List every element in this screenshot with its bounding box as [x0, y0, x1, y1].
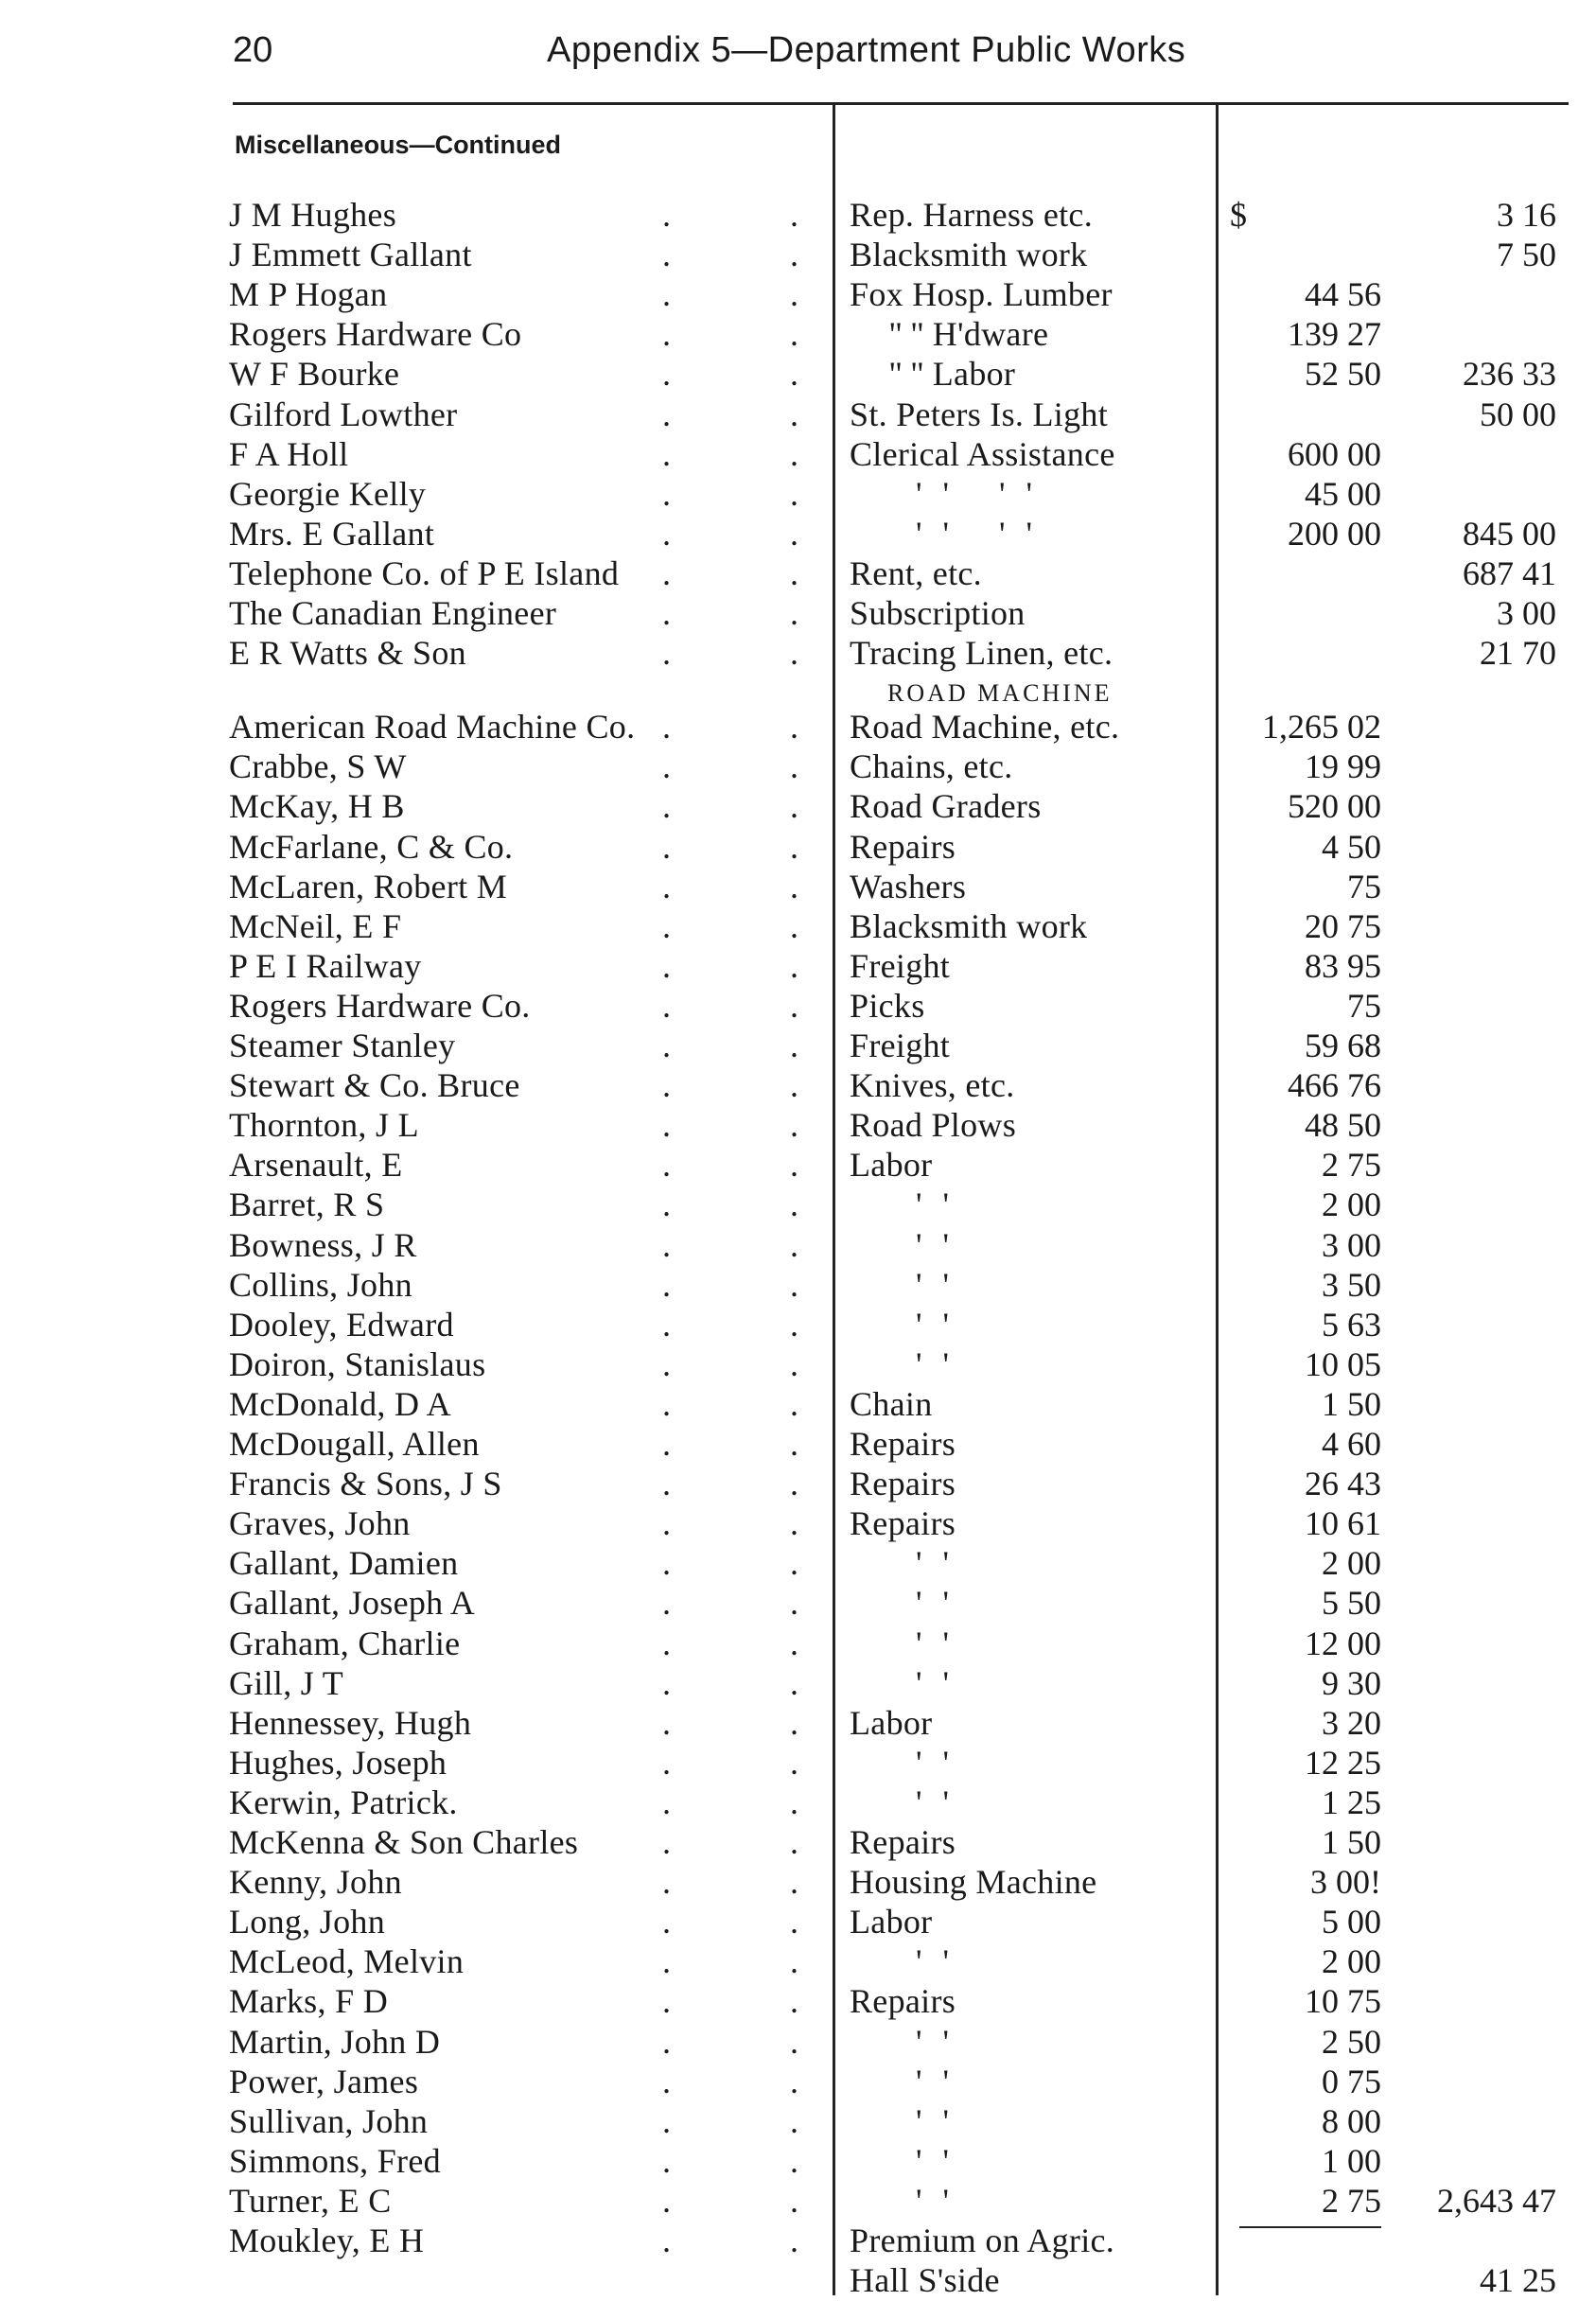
ledger-row: Telephone Co. of P E Island . . Rent, etc. 687 41 — [229, 554, 1556, 592]
amount-itemized: 1 50 — [1322, 1385, 1381, 1423]
amount-itemized: 26 43 — [1305, 1465, 1381, 1502]
ledger-row: Kerwin, Patrick. . . '' 1 25 — [229, 1783, 1381, 1821]
road-machine-heading: ROAD MACHINE — [887, 679, 1113, 707]
expense-item: Labor — [850, 1146, 933, 1184]
expense-item: Road Machine, etc. — [850, 708, 1120, 746]
expense-item: Repairs — [850, 1823, 956, 1861]
ledger-row: Gilford Lowther . . St. Peters Is. Light 50 00 — [229, 395, 1556, 433]
amount-total: 3 00 — [1497, 594, 1556, 632]
amount-itemized: 520 00 — [1288, 787, 1381, 825]
expense-item: Washers — [850, 868, 967, 905]
amount-total: 41 25 — [1480, 2261, 1556, 2299]
ledger-row: Graham, Charlie . . '' 12 00 — [229, 1625, 1381, 1662]
ledger-row: Bowness, J R . . '' 3 00 — [229, 1226, 1381, 1264]
payee-name: Mrs. E Gallant — [229, 515, 435, 553]
expense-item: Road Plows — [850, 1106, 1017, 1144]
ledger-row: Collins, John . . '' 3 50 — [229, 1266, 1381, 1304]
ledger-row: McDonald, D A . . Chain 1 50 — [229, 1385, 1381, 1423]
amount-itemized: 8 00 — [1322, 2102, 1381, 2140]
amount-total: 236 33 — [1463, 355, 1556, 393]
payee-name: Rogers Hardware Co — [229, 315, 522, 353]
expense-item: '' '' — [916, 475, 1053, 513]
amount-itemized: 20 75 — [1305, 907, 1381, 945]
expense-item: '' — [916, 2102, 970, 2140]
payee-name: Rogers Hardware Co. — [229, 987, 531, 1025]
expense-item: '' — [916, 1186, 970, 1223]
payee-name: McFarlane, C & Co. — [229, 828, 514, 866]
payee-name: Telephone Co. of P E Island — [229, 554, 620, 592]
expense-item: '' — [916, 1744, 970, 1782]
expense-item: Hall S'side — [850, 2261, 1000, 2299]
payee-name: Sullivan, John — [229, 2102, 429, 2140]
amount-total: 845 00 — [1463, 515, 1556, 553]
amount-itemized: 1 00 — [1322, 2142, 1381, 2180]
ledger-row: Power, James . . '' 0 75 — [229, 2063, 1381, 2100]
payee-name: Graves, John — [229, 1504, 411, 1542]
amount-itemized: 3 00 — [1322, 1226, 1381, 1264]
ledger-row: Arsenault, E . . Labor 2 75 — [229, 1146, 1381, 1184]
ledger-row: Rogers Hardware Co. . . Picks 75 — [229, 987, 1381, 1025]
ledger-row: Graves, John . . Repairs 10 61 — [229, 1504, 1381, 1542]
running-head: Appendix 5—Department Public Works — [547, 30, 1186, 70]
amount-itemized: 600 00 — [1288, 435, 1381, 473]
expense-item: Chains, etc. — [850, 747, 1013, 785]
payee-name: Steamer Stanley — [229, 1027, 456, 1064]
section-title: Miscellaneous—Continued — [235, 131, 562, 159]
payee-name: McKay, H B — [229, 787, 405, 825]
payee-name: Stewart & Co. Bruce — [229, 1066, 520, 1104]
expense-item: '' — [916, 2063, 970, 2100]
expense-item: '' — [916, 1625, 970, 1662]
payee-name: Gallant, Damien — [229, 1544, 459, 1582]
expense-item: Knives, etc. — [850, 1066, 1015, 1104]
amount-itemized: 3 00! — [1310, 1863, 1381, 1901]
ledger-row: McFarlane, C & Co. . . Repairs 4 50 — [229, 828, 1381, 866]
amount-itemized: 2 00 — [1322, 1544, 1381, 1582]
amount-itemized: 44 56 — [1305, 275, 1381, 313]
ledger-row: J Emmett Gallant . . Blacksmith work 7 50 — [229, 236, 1556, 273]
payee-name: McLaren, Robert M — [229, 868, 508, 905]
ledger-row: Doiron, Stanislaus . . '' 10 05 — [229, 1345, 1381, 1383]
payee-name: Hughes, Joseph — [229, 1744, 447, 1782]
expense-item: '' — [916, 1544, 970, 1582]
amount-itemized: 5 50 — [1322, 1584, 1381, 1622]
amount-itemized: 1,265 02 — [1262, 708, 1381, 746]
ledger-row: Kenny, John . . Housing Machine 3 00! — [229, 1863, 1381, 1901]
payee-name: F A Holl — [229, 435, 349, 473]
ledger-row: Stewart & Co. Bruce . . Knives, etc. 466 76 — [229, 1066, 1381, 1104]
expense-item: Repairs — [850, 828, 956, 866]
payee-name: Turner, E C — [229, 2182, 392, 2220]
payee-name: Marks, F D — [229, 1982, 389, 2020]
amount-itemized: 3 20 — [1322, 1704, 1381, 1742]
amount-itemized: 59 68 — [1305, 1027, 1381, 1064]
amount-itemized: 12 00 — [1305, 1625, 1381, 1662]
amount-itemized: 83 95 — [1305, 947, 1381, 985]
ledger-row: F A Holl . . Clerical Assistance 600 00 — [229, 435, 1381, 473]
ledger-row: Gill, J T . . '' 9 30 — [229, 1664, 1381, 1702]
ledger-row: J M Hughes . . Rep. Harness etc. $ 3 16 — [229, 196, 1556, 234]
ledger-row: Turner, E C . . '' 2 75 2,643 47 — [229, 2182, 1556, 2220]
ledger-row: McDougall, Allen . . Repairs 4 60 — [229, 1425, 1381, 1463]
ledger-row: Martin, John D . . '' 2 50 — [229, 2023, 1381, 2061]
payee-name: E R Watts & Son — [229, 634, 466, 672]
amount-total: 687 41 — [1463, 554, 1556, 592]
expense-item: Tracing Linen, etc. — [850, 634, 1114, 672]
payee-name: Hennessey, Hugh — [229, 1704, 472, 1742]
payee-name: Francis & Sons, J S — [229, 1465, 502, 1502]
payee-name: McKenna & Son Charles — [229, 1823, 579, 1861]
amount-itemized: 1 50 — [1322, 1823, 1381, 1861]
amount-itemized: 10 61 — [1305, 1504, 1381, 1542]
page-number: 20 — [233, 30, 273, 70]
amount-itemized: 2 50 — [1322, 2023, 1381, 2061]
ledger-row: Dooley, Edward . . '' 5 63 — [229, 1306, 1381, 1344]
expense-item: Labor — [850, 1704, 933, 1742]
ledger-row: Sullivan, John . . '' 8 00 — [229, 2102, 1381, 2140]
expense-item: '' — [916, 1266, 970, 1304]
payee-name: American Road Machine Co. — [229, 708, 636, 746]
payee-name: Graham, Charlie — [229, 1625, 461, 1662]
amount-itemized: 10 75 — [1305, 1982, 1381, 2020]
amount-itemized: 466 76 — [1288, 1066, 1381, 1104]
payee-name: Long, John — [229, 1903, 385, 1941]
ledger-row: Gallant, Damien . . '' 2 00 — [229, 1544, 1381, 1582]
payee-name: Simmons, Fred — [229, 2142, 441, 2180]
expense-item: '' — [916, 1942, 970, 1980]
amount-itemized: 2 75 — [1322, 1146, 1381, 1184]
expense-item: Repairs — [850, 1465, 956, 1502]
ledger-row: McKay, H B . . Road Graders 520 00 — [229, 787, 1381, 825]
ledger-row: Moukley, E H . . Premium on Agric. — [229, 2222, 1115, 2259]
amount-itemized: 75 — [1347, 987, 1381, 1025]
expense-item: Premium on Agric. — [850, 2222, 1115, 2259]
expense-item: Picks — [850, 987, 925, 1025]
expense-item: '' '' Labor — [889, 355, 1016, 393]
expense-item: Repairs — [850, 1425, 956, 1463]
amount-itemized: 5 00 — [1322, 1903, 1381, 1941]
payee-name: Georgie Kelly — [229, 475, 427, 513]
expense-item: Repairs — [850, 1504, 956, 1542]
ledger-row: American Road Machine Co. . . Road Machine, etc. 1,265 02 — [229, 708, 1381, 746]
expense-item: '' — [916, 1306, 970, 1344]
amount-itemized: 4 60 — [1322, 1425, 1381, 1463]
payee-name: Gilford Lowther — [229, 395, 458, 433]
payee-name: McDonald, D A — [229, 1385, 451, 1423]
ledger-row: Crabbe, S W . . Chains, etc. 19 99 — [229, 747, 1381, 785]
expense-item: '' — [916, 2182, 970, 2220]
payee-name: Kenny, John — [229, 1863, 402, 1901]
ledger-row: E R Watts & Son . . Tracing Linen, etc. 21 70 — [229, 634, 1556, 672]
payee-name: Barret, R S — [229, 1186, 385, 1223]
expense-item: Blacksmith work — [850, 236, 1088, 273]
payee-name: McNeil, E F — [229, 907, 402, 945]
payee-name: Crabbe, S W — [229, 747, 407, 785]
ledger-row: Mrs. E Gallant . . '' '' 200 00 845 00 — [229, 515, 1556, 553]
payee-name: Doiron, Stanislaus — [229, 1345, 486, 1383]
amount-total: 7 50 — [1497, 236, 1556, 273]
payee-name: McLeod, Melvin — [229, 1942, 465, 1980]
amount-itemized: 4 50 — [1322, 828, 1381, 866]
amount-itemized: 1 25 — [1322, 1783, 1381, 1821]
expense-item: Rep. Harness etc. — [850, 196, 1094, 234]
payee-name: J M Hughes — [229, 196, 397, 234]
amount-itemized: 48 50 — [1305, 1106, 1381, 1144]
expense-item: Fox Hosp. Lumber — [850, 275, 1113, 313]
expense-item: '' — [916, 1226, 970, 1264]
ledger-row: M P Hogan . . Fox Hosp. Lumber 44 56 — [229, 275, 1381, 313]
payee-name: Bowness, J R — [229, 1226, 417, 1264]
ledger-row: McKenna & Son Charles . . Repairs 1 50 — [229, 1823, 1381, 1861]
ledger-row: Thornton, J L . . Road Plows 48 50 — [229, 1106, 1381, 1144]
ledger-row: Simmons, Fred . . '' 1 00 — [229, 2142, 1381, 2180]
expense-item: '' '' H'dware — [889, 315, 1049, 353]
ledger-row: The Canadian Engineer . . Subscription 3 00 — [229, 594, 1556, 632]
expense-item: Chain — [850, 1385, 933, 1423]
expense-item: Repairs — [850, 1982, 956, 2020]
amount-itemized: 200 00 — [1288, 515, 1381, 553]
payee-name: Collins, John — [229, 1266, 412, 1304]
ledger-row — [0, 2260, 1596, 2300]
ledger-row: Hughes, Joseph . . '' 12 25 — [229, 1744, 1381, 1782]
expense-item: Clerical Assistance — [850, 435, 1115, 473]
payee-name: The Canadian Engineer — [229, 594, 557, 632]
ledger-row: McLeod, Melvin . . '' 2 00 — [229, 1942, 1381, 1980]
expense-item: Freight — [850, 947, 951, 985]
expense-item: '' — [916, 1664, 970, 1702]
amount-itemized: 2 00 — [1322, 1186, 1381, 1223]
amount-itemized: 0 75 — [1322, 2063, 1381, 2100]
expense-item: Subscription — [850, 594, 1026, 632]
payee-name: P E I Railway — [229, 947, 422, 985]
amount-total: 3 16 — [1497, 196, 1556, 234]
payee-name: Gill, J T — [229, 1664, 344, 1702]
expense-item: Freight — [850, 1027, 951, 1064]
ledger-row: Francis & Sons, J S . . Repairs 26 43 — [229, 1465, 1381, 1502]
payee-name: Arsenault, E — [229, 1146, 403, 1184]
expense-item: Labor — [850, 1903, 933, 1941]
payee-name: W F Bourke — [229, 355, 400, 393]
ledger-row: Long, John . . Labor 5 00 — [229, 1903, 1381, 1941]
payee-name: Thornton, J L — [229, 1106, 419, 1144]
expense-item: Rent, etc. — [850, 554, 982, 592]
amount-itemized: 2 00 — [1322, 1942, 1381, 1980]
expense-item: '' '' — [916, 515, 1053, 553]
expense-item: '' — [916, 2023, 970, 2061]
ledger-row: Marks, F D . . Repairs 10 75 — [229, 1982, 1381, 2020]
amount-total: 50 00 — [1480, 395, 1556, 433]
expense-item: Road Graders — [850, 787, 1042, 825]
amount-itemized: 75 — [1347, 868, 1381, 905]
ledger-row: Georgie Kelly . . '' '' 45 00 — [229, 475, 1381, 513]
payee-name: Dooley, Edward — [229, 1306, 454, 1344]
ledger-row: Steamer Stanley . . Freight 59 68 — [229, 1027, 1381, 1064]
payee-name: Moukley, E H — [229, 2222, 425, 2259]
payee-name: Martin, John D — [229, 2023, 441, 2061]
expense-item: Blacksmith work — [850, 907, 1088, 945]
amount-itemized: 12 25 — [1305, 1744, 1381, 1782]
amount-itemized: 139 27 — [1288, 315, 1381, 353]
payee-name: Kerwin, Patrick. — [229, 1783, 458, 1821]
amount-total: 2,643 47 — [1437, 2182, 1556, 2220]
ledger-row: McLaren, Robert M . . Washers 75 — [229, 868, 1381, 905]
payee-name: McDougall, Allen — [229, 1425, 480, 1463]
top-rule — [233, 102, 1569, 105]
ledger-row: W F Bourke . . '' '' Labor 52 50 236 33 — [229, 355, 1556, 393]
expense-item: '' — [916, 1783, 970, 1821]
expense-item: St. Peters Is. Light — [850, 395, 1108, 433]
payee-name: Gallant, Joseph A — [229, 1584, 476, 1622]
amount-itemized: 9 30 — [1322, 1664, 1381, 1702]
expense-item: '' — [916, 1345, 970, 1383]
amount-itemized: 52 50 — [1305, 355, 1381, 393]
ledger-row: Rogers Hardware Co . . '' '' H'dware 139 27 — [229, 315, 1381, 353]
ledger-row: Hennessey, Hugh . . Labor 3 20 — [229, 1704, 1381, 1742]
amount-itemized: 45 00 — [1305, 475, 1381, 513]
ledger-row: Gallant, Joseph A . . '' 5 50 — [229, 1584, 1381, 1622]
payee-name: Power, James — [229, 2063, 419, 2100]
amount-itemized: 2 75 — [1322, 2182, 1381, 2220]
amount-itemized: 5 63 — [1322, 1306, 1381, 1344]
payee-name: J Emmett Gallant — [229, 236, 472, 273]
payee-name: M P Hogan — [229, 275, 388, 313]
expense-item: '' — [916, 2142, 970, 2180]
amount-itemized: 19 99 — [1305, 747, 1381, 785]
amount-total: 21 70 — [1480, 634, 1556, 672]
expense-item: '' — [916, 1584, 970, 1622]
amount-itemized: $ — [1230, 196, 1247, 234]
ledger-row: McNeil, E F . . Blacksmith work 20 75 — [229, 907, 1381, 945]
ledger-row: P E I Railway . . Freight 83 95 — [229, 947, 1381, 985]
amount-itemized: 10 05 — [1305, 1345, 1381, 1383]
expense-item: Housing Machine — [850, 1863, 1097, 1901]
ledger-row: Barret, R S . . '' 2 00 — [229, 1186, 1381, 1223]
amount-itemized: 3 50 — [1322, 1266, 1381, 1304]
